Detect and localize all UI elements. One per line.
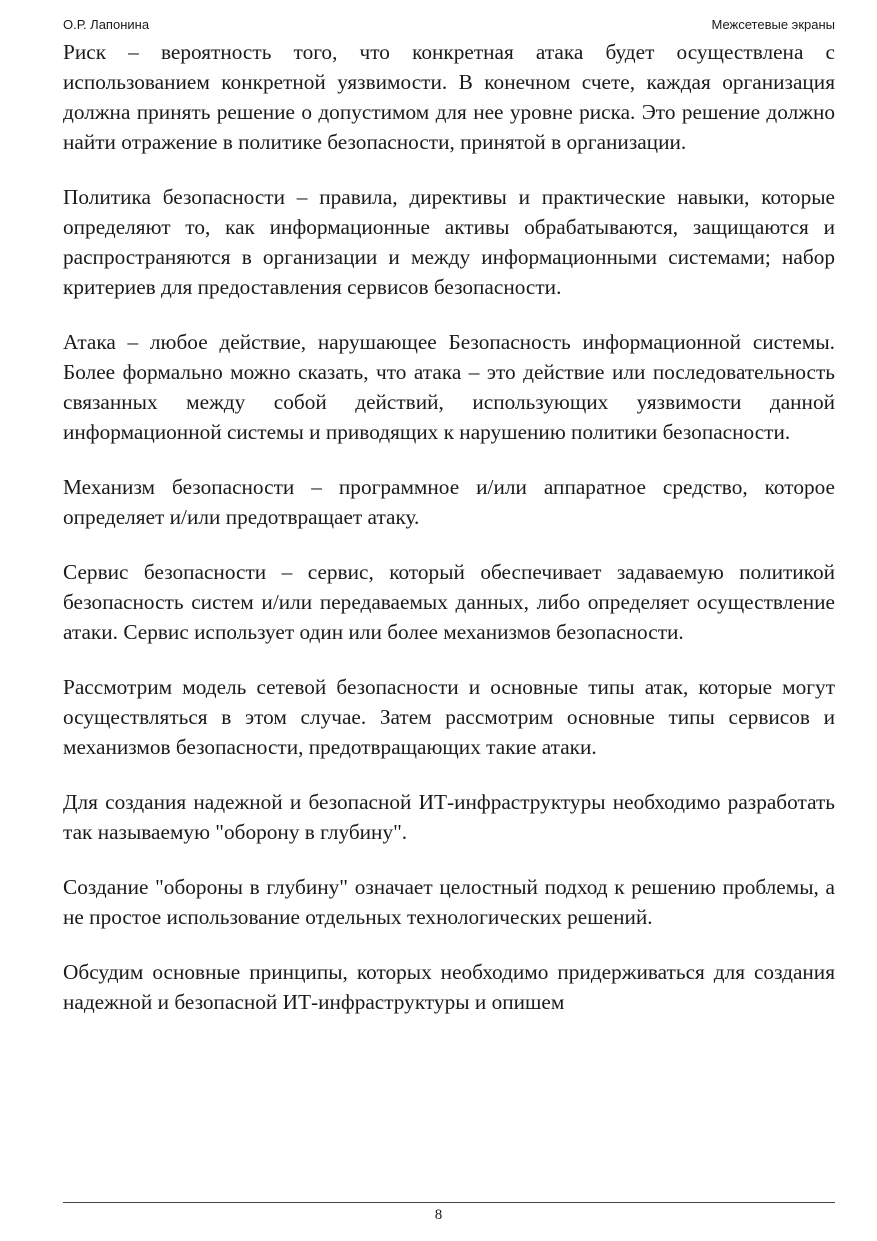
page-body [63, 37, 835, 1197]
page-number: 8 [434, 1207, 443, 1223]
paragraph-attack: Атака – любое действие, нарушающее Безопасность информационной системы. Более формально можно сказать, что атака – это действие или последовательность связанных между собой действий, использующих уязвимости данной информационной системы и приводящих к нарушению политики безопасности. [63, 330, 835, 444]
paragraph-security-mechanism: Механизм безопасности – программное и/или аппаратное средство, которое определяет и/или предотвращает атаку. [63, 475, 835, 529]
header-title: Межсетевые экраны [711, 16, 835, 32]
paragraph-network-model: Рассмотрим модель сетевой безопасности и основные типы атак, которые могут осуществляться в этом случае. Затем рассмотрим основные типы сервисов и механизмов безопасности, предотвращающих такие атаки. [63, 675, 835, 759]
paragraph-defense-in-depth: Для создания надежной и безопасной ИТ-инфраструктуры необходимо разработать так называемую "оборону в глубину". [63, 790, 835, 844]
paragraph-security-policy: Политика безопасности – правила, директивы и практические навыки, которые определяют то, как информационные активы обрабатываются, защищаются и распространяются в организации и между информационными системами; набор критериев для предоставления сервисов безопасности. [63, 185, 835, 299]
footer-divider [63, 1202, 835, 1203]
paragraph-security-service: Сервис безопасности – сервис, который обеспечивает задаваемую политикой безопасность систем и/или передаваемых данных, либо определяет осуществление атаки. Сервис использует один или более механизмов безопасности. [63, 560, 835, 644]
header-author: О.Р. Лапонина [63, 16, 150, 32]
running-header [63, 14, 835, 34]
paragraph-principles: Обсудим основные принципы, которых необходимо придерживаться для создания надежной и безопасной ИТ-инфраструктуры и опишем [63, 960, 835, 1014]
paragraph-risk: Риск – вероятность того, что конкретная атака будет осуществлена с использованием конкретной уязвимости. В конечном счете, каждая организация должна принять решение о допустимом для нее уровне риска. Это решение должно найти отражение в политике безопасности, принятой в организации. [63, 40, 835, 154]
paragraph-holistic-approach: Создание "обороны в глубину" означает целостный подход к решению проблемы, а не простое использование отдельных технологических решений. [63, 875, 835, 929]
